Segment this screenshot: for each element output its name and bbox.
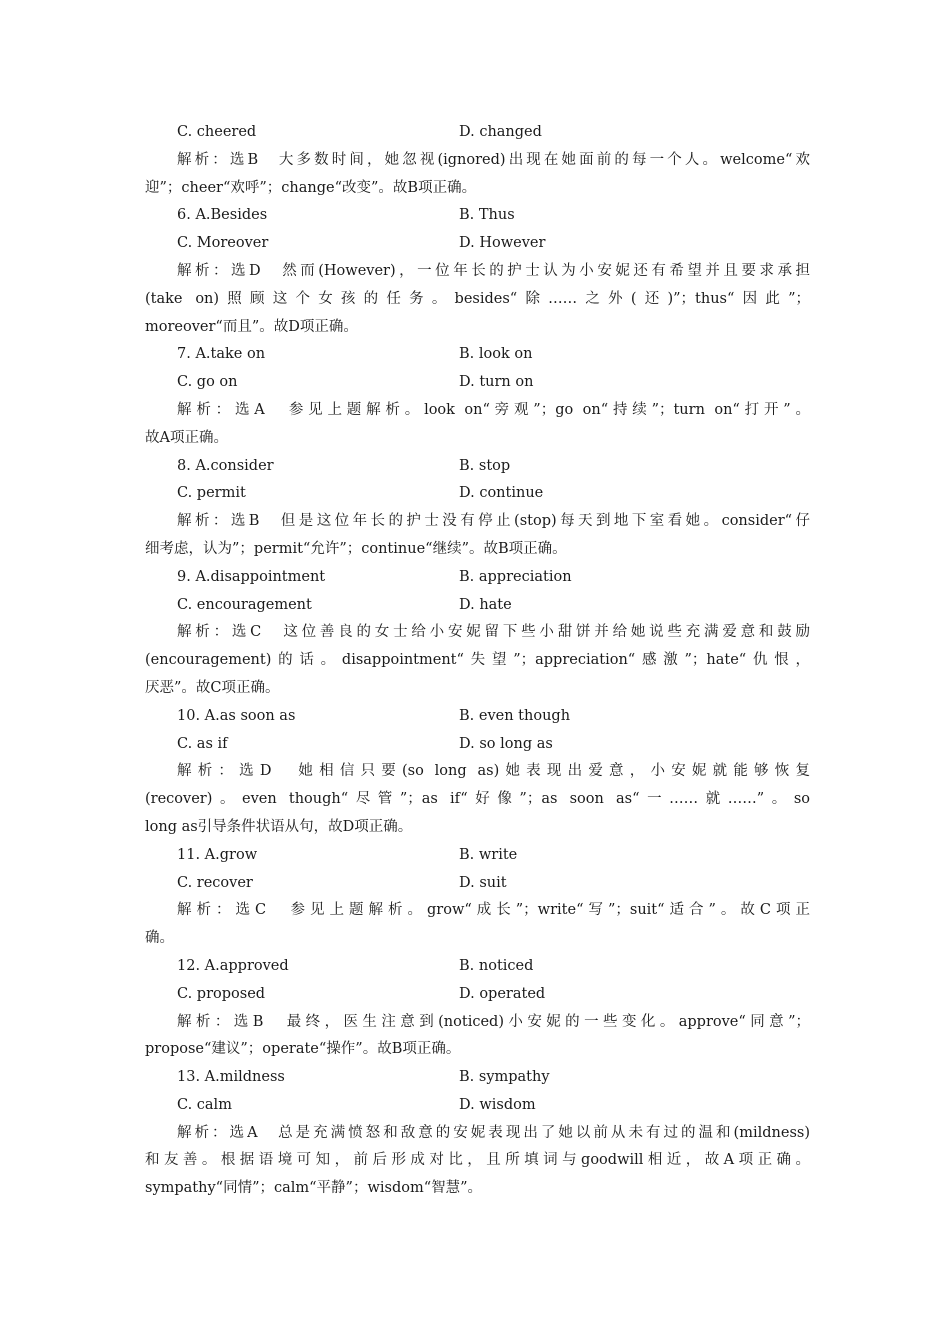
document-page xyxy=(145,119,810,1203)
q8-option-d: D. continue xyxy=(459,485,544,502)
q13-option-c: C. calm xyxy=(177,1096,232,1113)
q9-option-a: 9. A.disappointment xyxy=(177,568,326,585)
q8-analysis-line-1: 解析：选B 但是这位年长的护士没有停止(stop)每天到地下室看她。consider“仔 xyxy=(177,513,810,530)
q9-option-b: B. appreciation xyxy=(459,568,572,585)
q11-options-row-cd xyxy=(145,870,810,898)
q6-analysis-line-1: 解析：选D 然而(However)，一位年长的护士认为小安妮还有希望并且要求承担 xyxy=(177,262,810,279)
q8-options-row-cd xyxy=(145,480,810,508)
q7-option-a: 7. A.take on xyxy=(177,346,266,363)
q13-options-row-ab xyxy=(145,1064,810,1092)
q8-option-a: 8. A.consider xyxy=(177,457,274,474)
q9-option-d: D. hate xyxy=(459,596,512,613)
q9-options-row-ab xyxy=(145,564,810,592)
q11-analysis-line-1: 解析：选C 参见上题解析。grow“成长”；write“写”；suit“适合”。故C项正 xyxy=(177,902,810,919)
q6-options-row-ab xyxy=(145,202,810,230)
q10-analysis-line-2: (recover)。even though“尽管”；as if“好像”；as soon as“一……就……”。so xyxy=(145,791,810,808)
q12-analysis-line-1: 解析：选B 最终，医生注意到(noticed)小安妮的一些变化。approve“同意”； xyxy=(177,1013,810,1030)
q12-options-row-ab xyxy=(145,953,810,981)
q13-analysis-line-3: sympathy“同情”；calm“平静”；wisdom“智慧”。 xyxy=(145,1180,483,1197)
q6-options-row-cd xyxy=(145,230,810,258)
q11-options-row-ab xyxy=(145,842,810,870)
q9-options-row-cd xyxy=(145,592,810,620)
q5-option-c: C. cheered xyxy=(177,124,257,140)
q7-option-b: B. look on xyxy=(459,346,533,363)
q11-option-c: C. recover xyxy=(177,874,253,891)
q12-option-c: C. proposed xyxy=(177,985,266,1002)
q7-options-row-cd xyxy=(145,369,810,397)
q10-option-b: B. even though xyxy=(459,707,571,724)
q10-option-c: C. as if xyxy=(177,735,228,752)
q11-analysis-line-2: 确。 xyxy=(145,930,174,947)
q10-options-row-ab xyxy=(145,703,810,731)
q5-options-row-cd xyxy=(145,119,810,147)
q9-option-c: C. encouragement xyxy=(177,596,312,613)
q7-options-row-ab xyxy=(145,341,810,369)
q8-option-b: B. stop xyxy=(459,457,511,474)
q12-option-d: D. operated xyxy=(459,985,546,1002)
q6-option-b: B. Thus xyxy=(459,207,515,224)
q6-option-d: D. However xyxy=(459,235,546,252)
q10-option-a: 10. A.as soon as xyxy=(177,707,296,724)
q10-analysis-line-3: long as引导条件状语从句，故D项正确。 xyxy=(145,818,413,835)
q13-analysis-line-2: 和友善。根据语境可知，前后形成对比，且所填词与goodwill相近，故A项正确。 xyxy=(145,1152,810,1169)
q12-options-row-cd xyxy=(145,981,810,1009)
q5-analysis-line-2: 迎”；cheer“欢呼”；change“改变”。故B项正确。 xyxy=(145,179,477,196)
q9-analysis-line-1: 解析：选C 这位善良的女士给小安妮留下些小甜饼并给她说些充满爱意和鼓励 xyxy=(177,624,810,641)
q8-option-c: C. permit xyxy=(177,485,246,502)
q6-option-c: C. Moreover xyxy=(177,235,269,252)
q13-option-b: B. sympathy xyxy=(459,1069,550,1086)
q13-analysis-line-1: 解析：选A 总是充满愤怒和敌意的安妮表现出了她以前从未有过的温和(mildness) xyxy=(177,1124,810,1141)
q10-option-d: D. so long as xyxy=(459,735,553,752)
q13-option-d: D. wisdom xyxy=(459,1096,536,1113)
q9-analysis-line-2: (encouragement)的话。disappointment“失望”；appreciation“感激”；hate“仇恨， xyxy=(145,652,810,669)
q11-option-d: D. suit xyxy=(459,874,507,891)
q11-option-b: B. write xyxy=(459,846,518,863)
q7-analysis-line-1: 解析：选A 参见上题解析。look on“旁观”；go on“持续”；turn on“打开”。 xyxy=(177,401,810,418)
q12-analysis-line-2: propose“建议”；operate“操作”。故B项正确。 xyxy=(145,1041,461,1058)
q6-analysis-line-2: (take on)照顾这个女孩的任务。besides“除……之外(还)”；thus“因此”； xyxy=(145,290,810,307)
q9-analysis-line-3: 厌恶”。故C项正确。 xyxy=(145,679,280,696)
q8-analysis-line-2: 细考虑，认为”；permit“允许”；continue“继续”。故B项正确。 xyxy=(145,540,567,557)
q5-option-d: D. changed xyxy=(459,124,542,140)
q8-options-row-ab xyxy=(145,453,810,481)
q7-analysis-line-2: 故A项正确。 xyxy=(145,429,228,446)
q6-option-a: 6. A.Besides xyxy=(177,207,268,224)
q6-analysis-line-3: moreover“而且”。故D项正确。 xyxy=(145,318,358,335)
q13-option-a: 13. A.mildness xyxy=(177,1069,285,1086)
q7-option-d: D. turn on xyxy=(459,374,534,391)
q13-options-row-cd xyxy=(145,1092,810,1120)
q10-options-row-cd xyxy=(145,731,810,759)
q12-option-b: B. noticed xyxy=(459,957,534,974)
q7-option-c: C. go on xyxy=(177,374,238,391)
q11-option-a: 11. A.grow xyxy=(177,846,258,863)
q10-analysis-line-1: 解析：选D 她相信只要(so long as)她表现出爱意，小安妮就能够恢复 xyxy=(177,763,810,780)
q12-option-a: 12. A.approved xyxy=(177,957,289,974)
q5-analysis-line-1: 解析：选B 大多数时间，她忽视(ignored)出现在她面前的每一个人。welcome“欢 xyxy=(177,151,810,168)
